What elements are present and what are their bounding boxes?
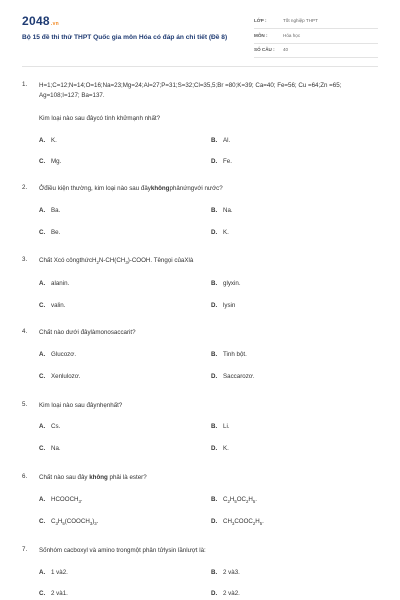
option-d[interactable]: D. lysin — [211, 302, 236, 309]
meta-grade-label: LỚP : — [254, 18, 267, 23]
question-number: 5. — [22, 401, 28, 408]
meta-subject — [254, 31, 378, 44]
document-title: Bộ 15 đề thi thử THPT Quốc gia môn Hóa có đáp án chi tiết (Đề 8) — [22, 34, 228, 41]
option-c[interactable]: C. Be. — [39, 229, 61, 236]
option-a[interactable]: A. Glucozơ. — [39, 351, 77, 358]
meta-subject-label: MÔN : — [254, 33, 268, 38]
option-a[interactable]: A. Ba. — [39, 207, 61, 214]
option-d[interactable]: D. Fe. — [211, 158, 232, 165]
question-text: Ởđiều kiện thường, kim loại nào sau đâykhôngphảnứngvới nước? — [39, 185, 223, 192]
option-a[interactable]: A. Cs. — [39, 423, 61, 430]
option-a[interactable]: A. alanin. — [39, 280, 70, 287]
question-text: Kim loại nào sau đâynhẹnhất? — [39, 402, 123, 409]
option-c[interactable]: C. Na. — [39, 445, 61, 452]
option-b[interactable]: B. Li. — [211, 423, 230, 430]
option-a[interactable]: A. K. — [39, 137, 57, 144]
meta-subject-value: Hóa học — [283, 33, 301, 38]
question-number: 3. — [22, 256, 28, 263]
question-number: 6. — [22, 473, 28, 480]
option-d[interactable]: D. K. — [211, 229, 229, 236]
logo-main: 2048 — [22, 14, 50, 28]
question-text: Kim loại nào sau đâycó tính khửmạnh nhất? — [39, 115, 161, 122]
option-b[interactable]: B. 2 và3. — [211, 569, 240, 576]
meta-grade-value: Tốt nghiệp THPT — [283, 18, 318, 23]
question-text: Sốnhóm cacboxyl và amino trongmột phân tửlysin lầnlượt là: — [39, 547, 206, 554]
logo-suffix: .vn — [50, 21, 60, 27]
option-d[interactable]: D. 2 và2. — [211, 590, 240, 597]
option-b[interactable]: B. Tinh bột. — [211, 351, 247, 358]
question-number: 1. — [22, 81, 28, 88]
option-c[interactable]: C. $C_3H_5(COOCH_3)_3$. — [39, 518, 99, 527]
meta-count-value: 40 — [283, 47, 289, 52]
option-a[interactable]: A. $HCOOCH_3$. — [39, 496, 83, 505]
question-intro: H=1;C=12;N=14;O=16;Na=23;Mg=24;Al=27;P=31;S=32;Cl=35,5;Br =80;K=39; Ca=40; Fe=56; Cu =64;Zn =65; Ag=108;I=127; Ba=137. — [39, 82, 342, 99]
question-number: 7. — [22, 546, 28, 553]
option-a[interactable]: A. 1 và2. — [39, 569, 68, 576]
meta-count-label: SỐ CÂU : — [254, 47, 275, 52]
meta-count — [254, 45, 378, 58]
option-b[interactable]: B. glyxin. — [211, 280, 241, 287]
option-b[interactable]: B. $C_2H_5OC_2H_5$. — [211, 496, 257, 505]
question-text: Chất nào sau đây không phải là ester? — [39, 474, 147, 481]
option-d[interactable]: D. $CH_3COOC_2H_5$. — [211, 518, 264, 527]
option-c[interactable]: C. Mg. — [39, 158, 62, 165]
option-c[interactable]: C. valin. — [39, 302, 66, 309]
option-b[interactable]: B. Al. — [211, 137, 231, 144]
question-text: Chất Xcó $côngthứcH_2N-CH(CH_3)$-COOH. Têngọi củaXlà — [39, 257, 194, 266]
header-divider — [22, 66, 378, 67]
question-number: 4. — [22, 328, 28, 335]
question-number: 2. — [22, 184, 28, 191]
option-d[interactable]: D. Saccarozơ. — [211, 373, 255, 380]
meta-grade — [254, 16, 378, 29]
question-text: Chất nào dưới đâylàmonosaccarit? — [39, 329, 136, 336]
option-c[interactable]: C. Xenlulozơ. — [39, 373, 81, 380]
option-c[interactable]: C. 2 và1. — [39, 590, 68, 597]
option-b[interactable]: B. Na. — [211, 207, 233, 214]
option-d[interactable]: D. K. — [211, 445, 229, 452]
site-logo[interactable] — [22, 14, 59, 28]
